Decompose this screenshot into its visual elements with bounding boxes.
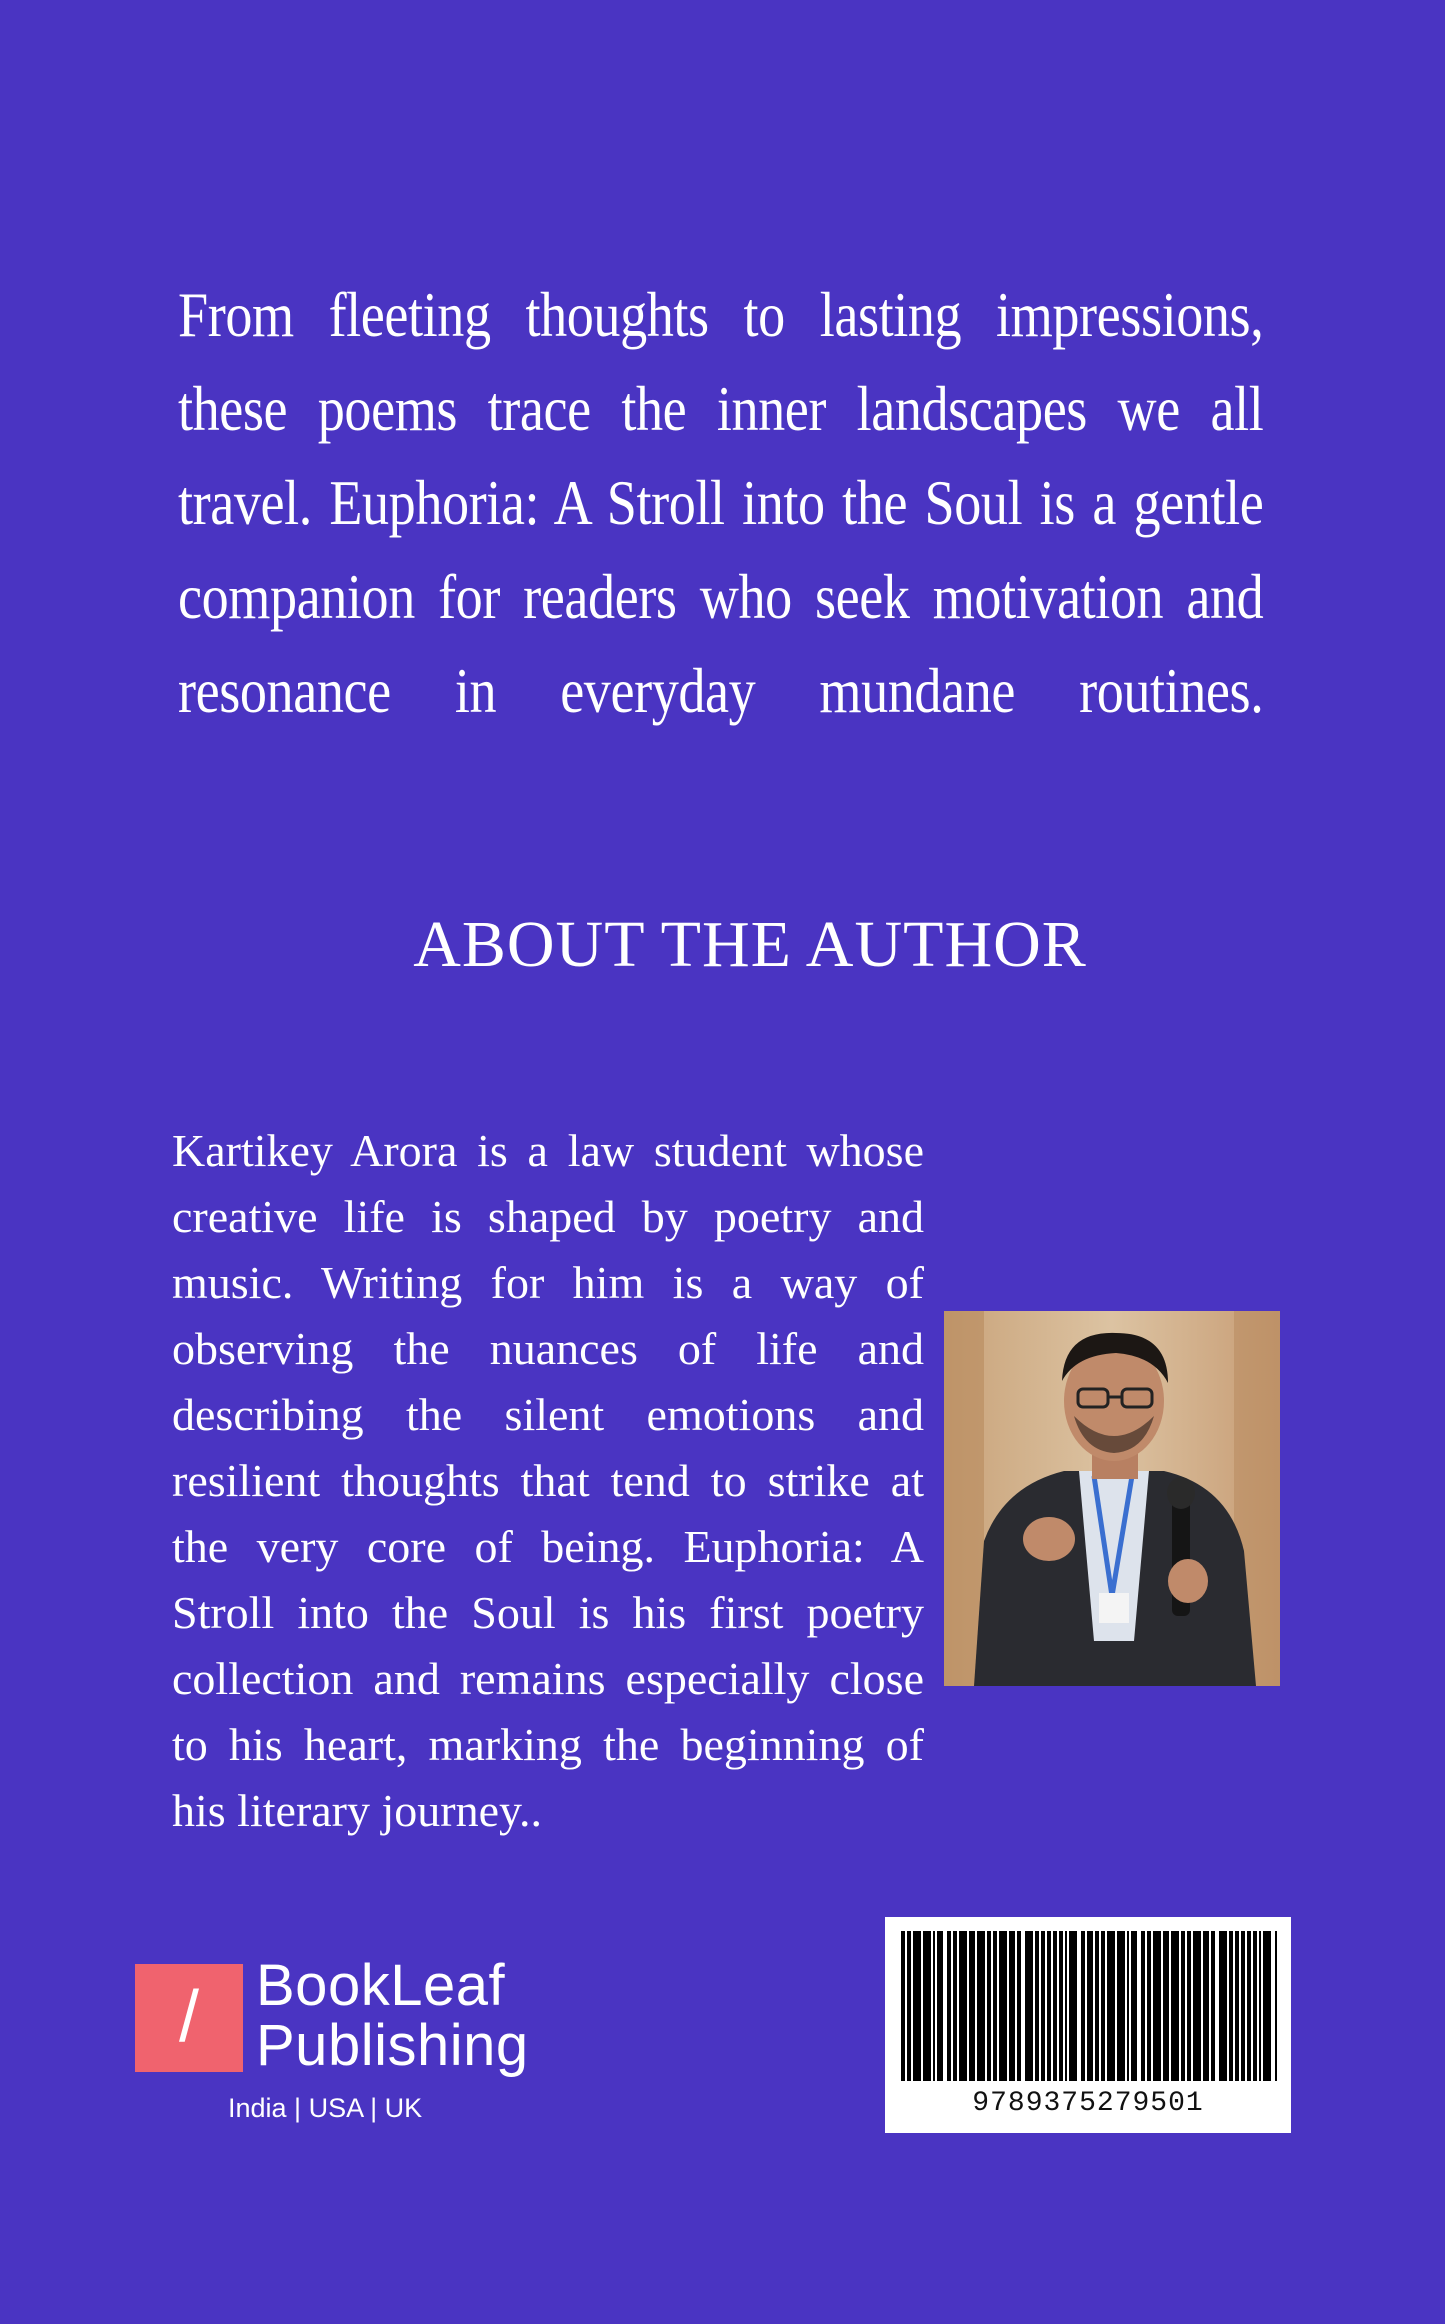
barcode-bar — [1219, 1931, 1227, 2081]
barcode-bar — [1069, 1931, 1077, 2081]
barcode-bar — [1101, 1931, 1105, 2081]
publisher-name-line2: Publishing — [256, 2013, 529, 2078]
barcode-bar — [1141, 1931, 1145, 2081]
barcode-bar — [907, 1931, 911, 2081]
barcode-bar — [1235, 1931, 1239, 2081]
author-bio: Kartikey Arora is a law student whose creative life is shaped by poetry and music. Writing for him is a way of observing the nuances of life and describing the silent emotions and resilient thoughts that tend to strike at the very core of being. Euphoria: A Stroll into the Soul is his first poetry collection and remains especially close to his heart, marking the beginning of his literary journey.. — [172, 1125, 924, 1836]
barcode-bar — [923, 1931, 931, 2081]
barcode-bar — [993, 1931, 997, 2081]
barcode-bar — [1095, 1931, 1099, 2081]
barcode-bar — [1017, 1931, 1021, 2081]
isbn-barcode — [885, 1917, 1291, 2133]
blurb-line: companion for readers who seek motivation and — [178, 562, 1264, 632]
barcode-bar — [1187, 1931, 1191, 2081]
about-author-heading: ABOUT THE AUTHOR — [413, 908, 1087, 981]
barcode-bar — [937, 1931, 943, 2081]
author-photo — [944, 1311, 1280, 1686]
barcode-bar — [953, 1931, 957, 2081]
barcode-bar — [1147, 1931, 1151, 2081]
barcode-bar — [999, 1931, 1007, 2081]
barcode-bar — [913, 1931, 921, 2081]
barcode-bar — [959, 1931, 967, 2081]
barcode-bar — [1241, 1931, 1245, 2081]
publisher-name — [256, 1953, 529, 2078]
publisher-countries: India | USA | UK — [228, 2093, 423, 2123]
slash-logo-icon: / — [178, 1977, 199, 2057]
book-blurb — [178, 268, 1263, 738]
barcode-bar — [1253, 1931, 1257, 2081]
publisher-logo-mark — [135, 1964, 243, 2072]
barcode-bar — [1247, 1931, 1251, 2081]
barcode-bar — [1263, 1931, 1271, 2081]
barcode-bar — [969, 1931, 975, 2081]
barcode-bar — [1025, 1931, 1033, 2081]
barcode-bar — [1127, 1931, 1129, 2081]
barcode-bar — [1153, 1931, 1161, 2081]
barcode-bar — [1009, 1931, 1015, 2081]
barcode-bar — [1203, 1931, 1209, 2081]
barcode-bar — [947, 1931, 951, 2081]
barcode-bar — [1041, 1931, 1045, 2081]
barcode-bar — [1275, 1931, 1277, 2081]
barcode-bar — [1107, 1931, 1115, 2081]
barcode-bar — [1065, 1931, 1067, 2081]
publisher-name-line1: BookLeaf — [256, 1953, 506, 2018]
barcode-bar — [1117, 1931, 1125, 2081]
barcode-bar — [977, 1931, 985, 2081]
blurb-line: resonance in everyday mundane routines. — [178, 656, 1264, 726]
blurb-line: travel. Euphoria: A Stroll into the Soul is a gentle — [178, 468, 1264, 538]
isbn-number: 9789375279501 — [972, 2088, 1204, 2119]
barcode-bar — [1035, 1931, 1039, 2081]
blurb-line: these poems trace the inner landscapes we all — [178, 374, 1264, 444]
barcode-bar — [1211, 1931, 1215, 2081]
barcode-bar — [1171, 1931, 1179, 2081]
barcode-bar — [1181, 1931, 1185, 2081]
blurb-line: From fleeting thoughts to lasting impressions, — [178, 280, 1264, 350]
barcode-bar — [933, 1931, 935, 2081]
barcode-bar — [1229, 1931, 1233, 2081]
barcode-bar — [1131, 1931, 1137, 2081]
barcode-bar — [1047, 1931, 1051, 2081]
barcode-bar — [1193, 1931, 1201, 2081]
barcode-bar — [1163, 1931, 1169, 2081]
barcode-bar — [1259, 1931, 1261, 2081]
barcode-bar — [901, 1931, 905, 2081]
barcode-bar — [1087, 1931, 1093, 2081]
barcode-bar — [1053, 1931, 1057, 2081]
barcode-bar — [987, 1931, 991, 2081]
barcode-bar — [1081, 1931, 1085, 2081]
barcode-bar — [1059, 1931, 1063, 2081]
